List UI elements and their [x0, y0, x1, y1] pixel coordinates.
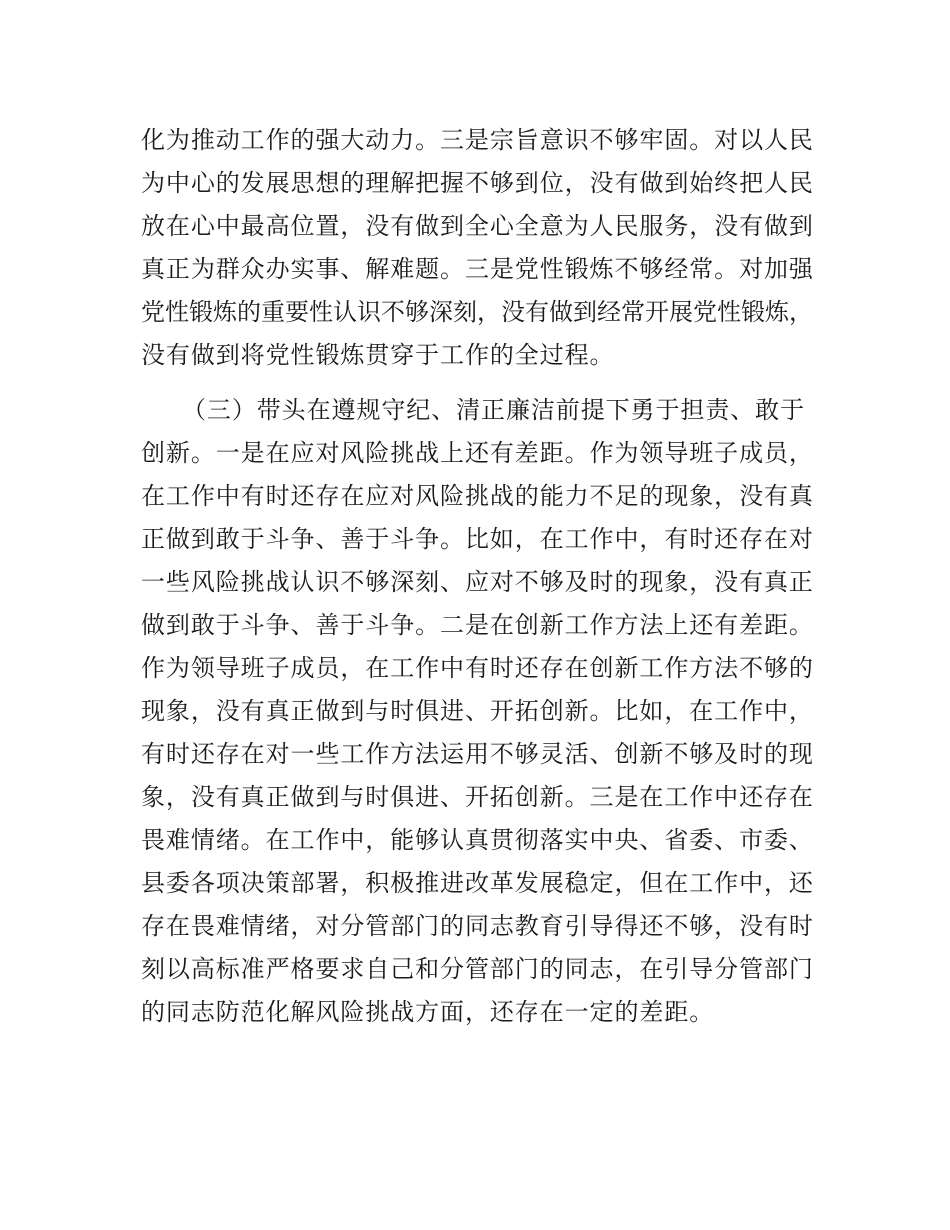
text-line: 作为领导班子成员，在工作中有时还存在创新工作方法不够的 [141, 654, 814, 682]
text-line: 在工作中有时还存在应对风险挑战的能力不足的现象，没有真 [141, 482, 814, 510]
text-line: 放在心中最高位置，没有做到全心全意为人民服务，没有做到 [141, 212, 814, 240]
text-line: 党性锻炼的重要性认识不够深刻，没有做到经常开展党性锻炼， [141, 298, 813, 326]
text-line: 畏难情绪。在工作中，能够认真贯彻落实中央、省委、市委、 [141, 826, 814, 854]
text-line: 化为推动工作的强大动力。三是宗旨意识不够牢固。对以人民 [141, 126, 814, 154]
text-line: 的同志防范化解风险挑战方面，还存在一定的差距。 [141, 998, 715, 1026]
text-line: 正做到敢于斗争、善于斗争。比如，在工作中，有时还存在对 [141, 525, 814, 553]
text-line: 存在畏难情绪，对分管部门的同志教育引导得还不够，没有时 [141, 912, 814, 940]
text-line: 刻以高标准严格要求自己和分管部门的同志，在引导分管部门 [141, 955, 814, 983]
section-heading-line: （三）带头在遵规守纪、清正廉洁前提下勇于担责、敢于 [182, 396, 805, 424]
text-line: 象，没有真正做到与时俱进、开拓创新。三是在工作中还存在 [141, 783, 814, 811]
text-line: 真正为群众办实事、解难题。三是党性锻炼不够经常。对加强 [141, 255, 814, 283]
text-line: 有时还存在对一些工作方法运用不够灵活、创新不够及时的现 [141, 740, 814, 768]
text-line: 县委各项决策部署，积极推进改革发展稳定，但在工作中，还 [141, 869, 814, 897]
text-line: 为中心的发展思想的理解把握不够到位，没有做到始终把人民 [141, 169, 814, 197]
text-line: 创新。一是在应对风险挑战上还有差距。作为领导班子成员， [141, 439, 814, 467]
text-line: 现象，没有真正做到与时俱进、开拓创新。比如，在工作中， [141, 697, 814, 725]
text-line: 没有做到将党性锻炼贯穿于工作的全过程。 [141, 341, 615, 369]
paragraph-section-three [141, 389, 841, 1034]
text-line: 一些风险挑战认识不够深刻、应对不够及时的现象，没有真正 [141, 568, 814, 596]
paragraph-continuation [141, 119, 841, 377]
text-line: 做到敢于斗争、善于斗争。二是在创新工作方法上还有差距。 [141, 611, 814, 639]
